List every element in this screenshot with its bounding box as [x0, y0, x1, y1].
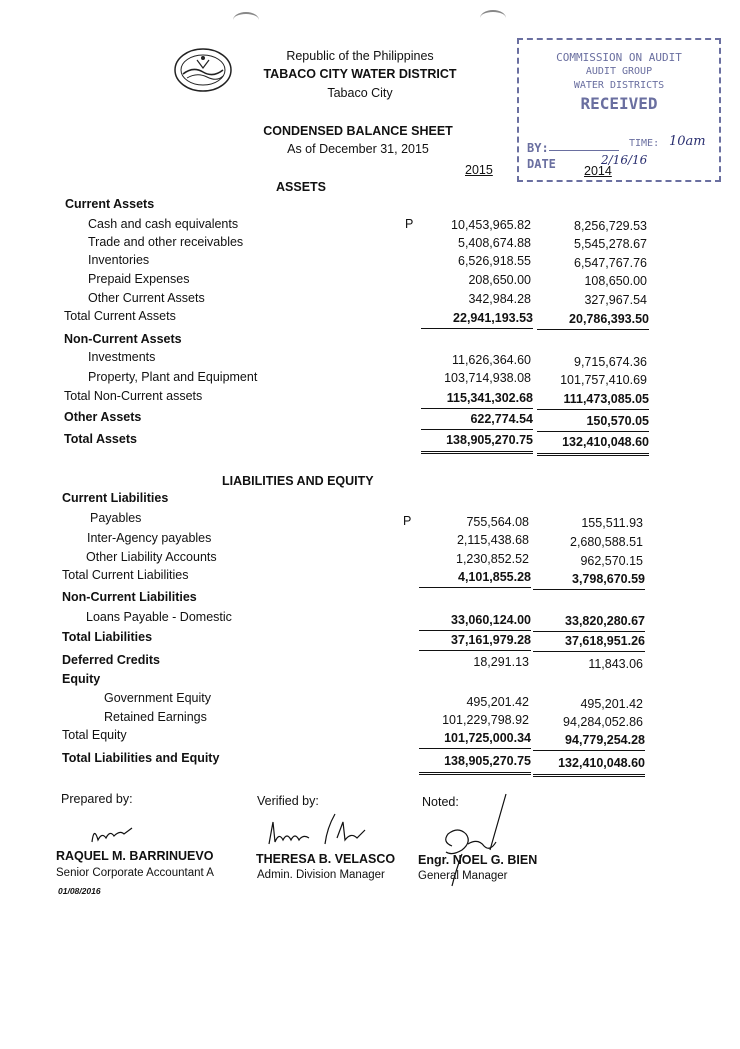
- noted-name: Engr. NOEL G. BIEN: [418, 853, 538, 867]
- stamp-time-label: TIME:: [629, 138, 660, 149]
- document-date: As of December 31, 2015: [287, 142, 429, 156]
- stamp-by-label: BY:: [527, 141, 549, 155]
- value-2014: 495,201.42: [580, 697, 643, 711]
- total-liabilities-equity-label: Total Liabilities and Equity: [62, 751, 220, 765]
- total-current-assets-2014: 20,786,393.50: [537, 311, 649, 330]
- currency-symbol-assets: P: [405, 217, 414, 231]
- verified-by-title: Admin. Division Manager: [257, 869, 385, 881]
- value-2015: 2,115,438.68: [456, 533, 529, 547]
- non-current-liabilities-heading: Non-Current Liabilities: [62, 590, 197, 604]
- value-2014: 155,511.93: [581, 516, 643, 530]
- value-2014: 101,757,410.69: [560, 373, 647, 387]
- verified-by-label: Verified by:: [257, 794, 319, 808]
- current-assets-heading: Current Assets: [65, 197, 155, 211]
- row-label: Other Liability Accounts: [86, 550, 217, 564]
- total-current-assets-2015: 22,941,193.53: [421, 310, 533, 329]
- value-2015: 208,650.00: [468, 273, 531, 287]
- value-2015: 755,564.08: [466, 515, 529, 529]
- value-2014: 94,284,052.86: [563, 715, 643, 729]
- total-equity-2015: 101,725,000.34: [419, 730, 531, 749]
- assets-heading: ASSETS: [276, 180, 327, 194]
- total-current-liabilities-2015: 4,101,855.28: [419, 569, 531, 588]
- row-label: Cash and cash equivalents: [88, 217, 239, 231]
- stamp-date-label: DATE: [527, 157, 556, 171]
- value-2015: 1,230,852.52: [456, 552, 529, 566]
- value-2015: 6,526,918.55: [458, 254, 531, 268]
- other-assets-2014: 150,570.05: [537, 413, 649, 432]
- total-assets-2014: 132,410,048.60: [537, 434, 649, 456]
- prepared-by-title: Senior Corporate Accountant A: [56, 867, 214, 879]
- punch-hole-left: [233, 12, 259, 28]
- total-current-assets-label: Total Current Assets: [64, 309, 176, 323]
- total-equity-2014: 94,779,254.28: [533, 732, 645, 751]
- loans-payable-label: Loans Payable - Domestic: [86, 610, 232, 624]
- value-2014: 962,570.15: [580, 554, 643, 568]
- prepared-by-signature: [88, 822, 138, 848]
- coa-received-stamp: [517, 38, 721, 182]
- column-header-2015: 2015: [465, 163, 493, 177]
- non-current-assets-heading: Non-Current Assets: [64, 332, 182, 346]
- value-2014: 6,547,767.76: [574, 256, 647, 270]
- deferred-credits-2014: 11,843.06: [588, 657, 643, 671]
- row-label: Prepaid Expenses: [88, 272, 190, 286]
- verified-by-name: THERESA B. VELASCO: [256, 852, 396, 866]
- total-non-current-assets-2014: 111,473,085.05: [537, 391, 649, 410]
- total-liabilities-equity-2014: 132,410,048.60: [533, 755, 645, 777]
- water-district-logo: [173, 46, 233, 94]
- stamp-received: RECEIVED: [580, 94, 658, 113]
- total-current-liabilities-2014: 3,798,670.59: [533, 571, 645, 590]
- header-org-name: TABACO CITY WATER DISTRICT: [263, 67, 457, 81]
- total-current-liabilities-label: Total Current Liabilities: [62, 568, 189, 582]
- stamp-by-line: [549, 150, 619, 151]
- value-2014: 5,545,278.67: [574, 237, 647, 251]
- row-label: Government Equity: [104, 691, 211, 705]
- stamp-line-2: AUDIT GROUP: [585, 66, 653, 77]
- prepared-date: 01/08/2016: [58, 886, 101, 896]
- row-label: Inter-Agency payables: [87, 531, 212, 545]
- value-2014: 2,680,588.51: [570, 535, 643, 549]
- header-republic: Republic of the Philippines: [286, 49, 434, 63]
- total-non-current-assets-2015: 115,341,302.68: [421, 390, 533, 409]
- stamp-date-value: 2/16/16: [601, 153, 648, 167]
- deferred-credits-label: Deferred Credits: [62, 653, 160, 667]
- other-assets-label: Other Assets: [64, 410, 142, 424]
- value-2015: 101,229,798.92: [442, 713, 529, 727]
- value-2015: 495,201.42: [466, 695, 529, 709]
- header-city: Tabaco City: [327, 86, 393, 100]
- total-equity-label: Total Equity: [62, 728, 127, 742]
- noted-label: Noted:: [422, 795, 459, 809]
- stamp-line-3: WATER DISTRICTS: [573, 80, 665, 91]
- verified-by-signature: [265, 808, 375, 850]
- currency-symbol-liabilities: P: [403, 514, 412, 528]
- row-label: Property, Plant and Equipment: [88, 370, 258, 384]
- current-liabilities-heading: Current Liabilities: [62, 491, 169, 505]
- total-assets-2015: 138,905,270.75: [421, 432, 533, 454]
- column-header-2014: 2014: [584, 164, 612, 178]
- other-assets-2015: 622,774.54: [421, 411, 533, 430]
- loans-payable-2015: 33,060,124.00: [419, 612, 531, 631]
- value-2014: 8,256,729.53: [574, 219, 647, 233]
- deferred-credits-2015: 18,291.13: [473, 655, 529, 669]
- value-2015: 10,453,965.82: [451, 218, 531, 232]
- total-assets-label: Total Assets: [64, 432, 137, 446]
- noted-title: General Manager: [418, 870, 508, 882]
- row-label: Inventories: [88, 253, 150, 267]
- value-2015: 342,984.28: [468, 292, 531, 306]
- value-2014: 327,967.54: [584, 293, 647, 307]
- stamp-line-1: COMMISSION ON AUDIT: [556, 51, 682, 64]
- total-liabilities-equity-2015: 138,905,270.75: [419, 753, 531, 775]
- total-liabilities-label: Total Liabilities: [62, 630, 153, 644]
- row-label: Retained Earnings: [104, 710, 207, 724]
- stamp-time-value: 10am: [669, 134, 706, 149]
- loans-payable-2014: 33,820,280.67: [533, 613, 645, 632]
- document-title: CONDENSED BALANCE SHEET: [263, 124, 453, 138]
- prepared-by-name: RAQUEL M. BARRINUEVO: [56, 849, 214, 863]
- value-2014: 9,715,674.36: [574, 355, 647, 369]
- value-2015: 103,714,938.08: [444, 371, 531, 385]
- value-2015: 5,408,674.88: [458, 236, 531, 250]
- total-non-current-assets-label: Total Non-Current assets: [64, 389, 203, 403]
- row-label: Investments: [88, 350, 156, 364]
- row-label: Other Current Assets: [88, 291, 205, 305]
- row-label: Payables: [90, 511, 142, 525]
- value-2014: 108,650.00: [584, 274, 647, 288]
- punch-hole-right: [480, 10, 506, 26]
- value-2015: 11,626,364.60: [451, 353, 531, 367]
- prepared-by-label: Prepared by:: [61, 792, 133, 806]
- row-label: Trade and other receivables: [88, 235, 244, 249]
- equity-heading: Equity: [62, 672, 101, 686]
- liabilities-equity-heading: LIABILITIES AND EQUITY: [222, 474, 374, 488]
- total-liabilities-2014: 37,618,951.26: [533, 633, 645, 652]
- total-liabilities-2015: 37,161,979.28: [419, 632, 531, 651]
